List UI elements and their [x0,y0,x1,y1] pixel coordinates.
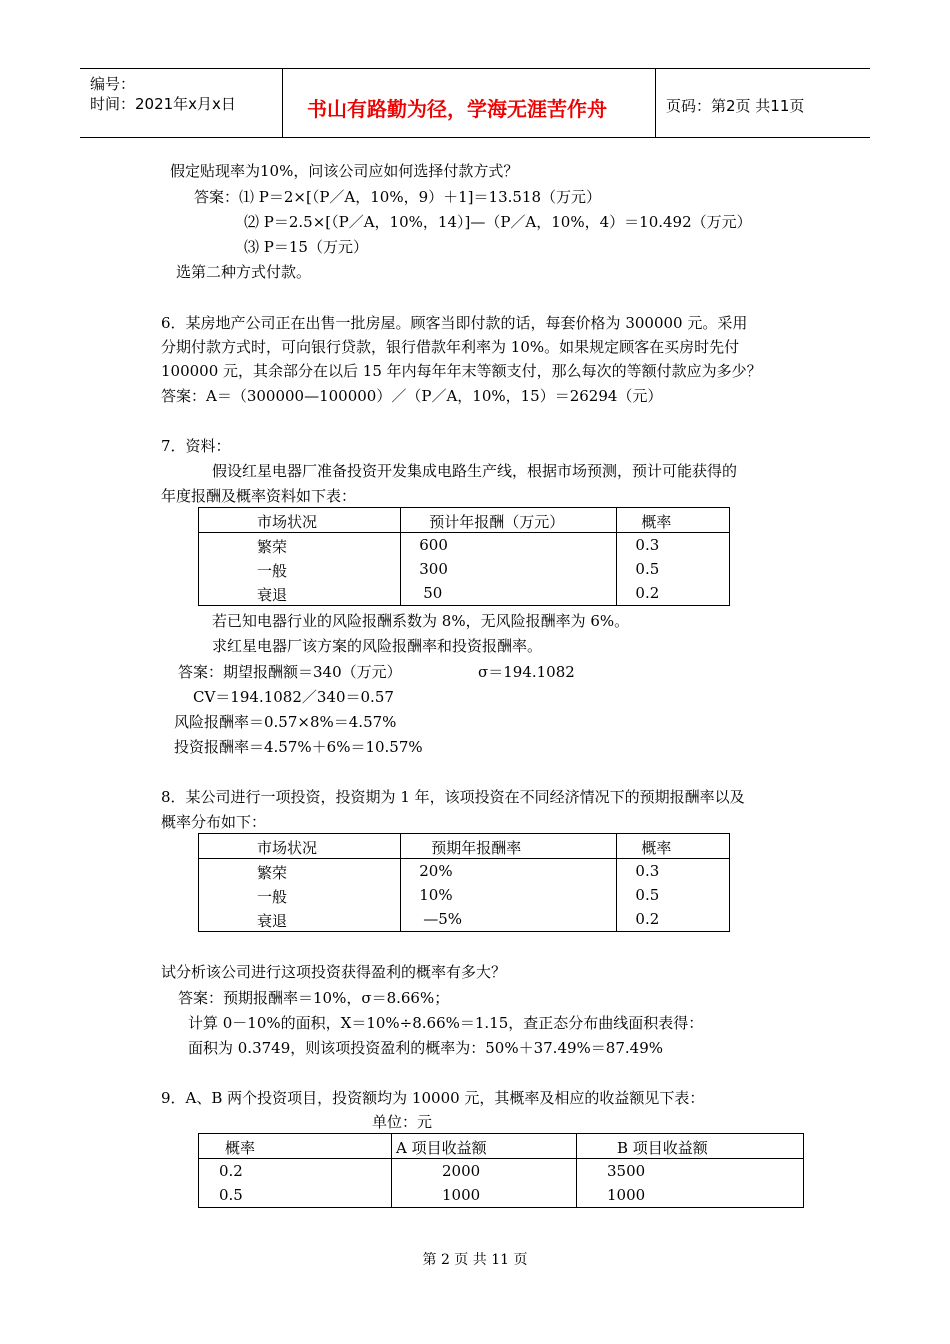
table-row [199,883,730,907]
q8-question: 试分析该公司进行这项投资获得盈利的概率有多大？ [161,963,507,981]
table-cell: 0.3 [635,536,660,554]
table-header-cell: 预期年报酬率 [431,839,522,857]
table-cell: 衰退 [257,912,288,930]
q8-answer-3: 面积为 0.3749，则该项投资盈利的概率为：50%＋37.49%＝87.49% [188,1039,663,1057]
table-cell: 1000 [442,1186,481,1204]
q7-table [198,507,730,606]
q7-answer-3: 风险报酬率＝0.57×8%＝4.57% [174,713,397,731]
q7-answer-sigma: σ＝194.1082 [478,663,575,681]
q7-note-1: 若已知电器行业的风险报酬系数为 8%，无风险报酬率为 6%。 [212,612,630,630]
table-cell: 50 [423,584,443,602]
page-info: 页码：第2页 共11页 [666,97,805,115]
header-page-cell [656,69,870,137]
table-cell: 0.5 [635,886,660,904]
table-header-cell: 预计年报酬（万元） [429,513,565,531]
table-cell: 0.5 [635,560,660,578]
table-header-cell: A 项目收益额 [396,1139,487,1157]
q7-line-1: 假设红星电器厂准备投资开发集成电路生产线，根据市场预测，预计可能获得的 [212,462,738,480]
table-row [199,907,730,932]
q6-line-1: 6．某房地产公司正在出售一批房屋。顾客当即付款的话，每套价格为 300000 元。采用 [161,314,748,332]
serial-label: 编号： [90,75,136,93]
q5-question: 假定贴现率为10%，问该公司应如何选择付款方式？ [170,162,519,180]
table-row [199,557,730,581]
table-cell: 0.5 [219,1186,243,1204]
table-cell: 0.2 [635,910,660,928]
table-header-cell: B 项目收益额 [617,1139,708,1157]
table-cell: 0.2 [219,1162,243,1180]
q7-line-2: 年度报酬及概率资料如下表： [161,487,357,505]
q7-answer-1: 答案：期望报酬额＝340（万元） [178,663,402,681]
table-cell: 繁荣 [257,864,288,882]
table-cell: 2000 [442,1162,481,1180]
table-header-cell: 市场状况 [257,839,318,857]
table-cell: 0.2 [635,584,660,602]
table-header-row [199,1134,804,1159]
q9-line-1: 9．A、B 两个投资项目，投资额均为 10000 元，其概率及相应的收益额见下表： [161,1089,705,1107]
table-header-cell: 市场状况 [257,513,318,531]
q8-table [198,833,730,932]
q8-answer-1: 答案：预期报酬率＝10%，σ＝8.66%； [178,989,450,1007]
q7-answer-4: 投资报酬率＝4.57%＋6%＝10.57% [174,738,423,756]
q5-answer-2: ⑵ P＝2.5×[（P／A，10%，14）]—（P／A，10%，4）＝10.492（万元） [244,213,752,231]
q7-note-2: 求红星电器厂该方案的风险报酬率和投资报酬率。 [212,637,543,655]
table-row [199,859,730,884]
page-footer: 第 2 页 共 11 页 [422,1252,528,1268]
table-cell: 0.3 [635,862,660,880]
document-header [80,68,870,138]
table-header-cell: 概率 [641,839,672,857]
table-header-cell: 概率 [641,513,672,531]
table-header-row [199,508,730,533]
table-cell: 繁荣 [257,538,288,556]
header-motto-cell [283,69,656,137]
q8-answer-2: 计算 0－10%的面积，X＝10%÷8.66%＝1.15，查正态分布曲线面积表得： [188,1014,704,1032]
date-label: 时间：2021年x月x日 [90,95,236,113]
q8-line-1: 8．某公司进行一项投资，投资期为 1 年，该项投资在不同经济情况下的预期报酬率以及 [161,788,745,806]
q5-answer-3: ⑶ P＝15（万元） [244,238,368,256]
q7-answer-2: CV＝194.1082／340＝0.57 [193,688,394,706]
q6-line-3: 100000 元，其余部分在以后 15 年内每年年末等额支付，那么每次的等额付款应为多少？ [161,362,762,380]
q5-conclusion: 选第二种方式付款。 [176,263,312,281]
table-row [199,533,730,558]
motto-text: 书山有路勤为径，学海无涯苦作舟 [307,97,607,121]
table-cell: 600 [419,536,448,554]
table-row [199,1159,804,1184]
q9-table [198,1133,804,1208]
table-header-cell: 概率 [225,1139,256,1157]
table-cell: 衰退 [257,586,288,604]
table-cell: 1000 [607,1186,646,1204]
q6-line-2: 分期付款方式时，可向银行贷款，银行借款年利率为 10%。如果规定顾客在买房时先付 [161,338,740,356]
q5-answer-1: 答案：⑴ P＝2×[（P／A，10%，9）＋1]＝13.518（万元） [194,188,602,206]
table-cell: 300 [419,560,448,578]
table-cell: —5% [423,910,463,928]
table-row [199,581,730,606]
q7-title: 7．资料： [161,437,231,455]
table-header-row [199,834,730,859]
table-cell: 一般 [257,562,288,580]
table-cell: 20% [419,862,453,880]
q6-answer: 答案：A＝（300000—100000）／（P／A，10%，15）＝26294（元） [161,387,663,405]
q9-unit: 单位：元 [372,1113,433,1131]
table-cell: 一般 [257,888,288,906]
table-cell: 10% [419,886,453,904]
table-row [199,1183,804,1208]
header-info-cell [80,69,283,137]
table-cell: 3500 [607,1162,646,1180]
q8-line-2: 概率分布如下： [161,813,267,831]
